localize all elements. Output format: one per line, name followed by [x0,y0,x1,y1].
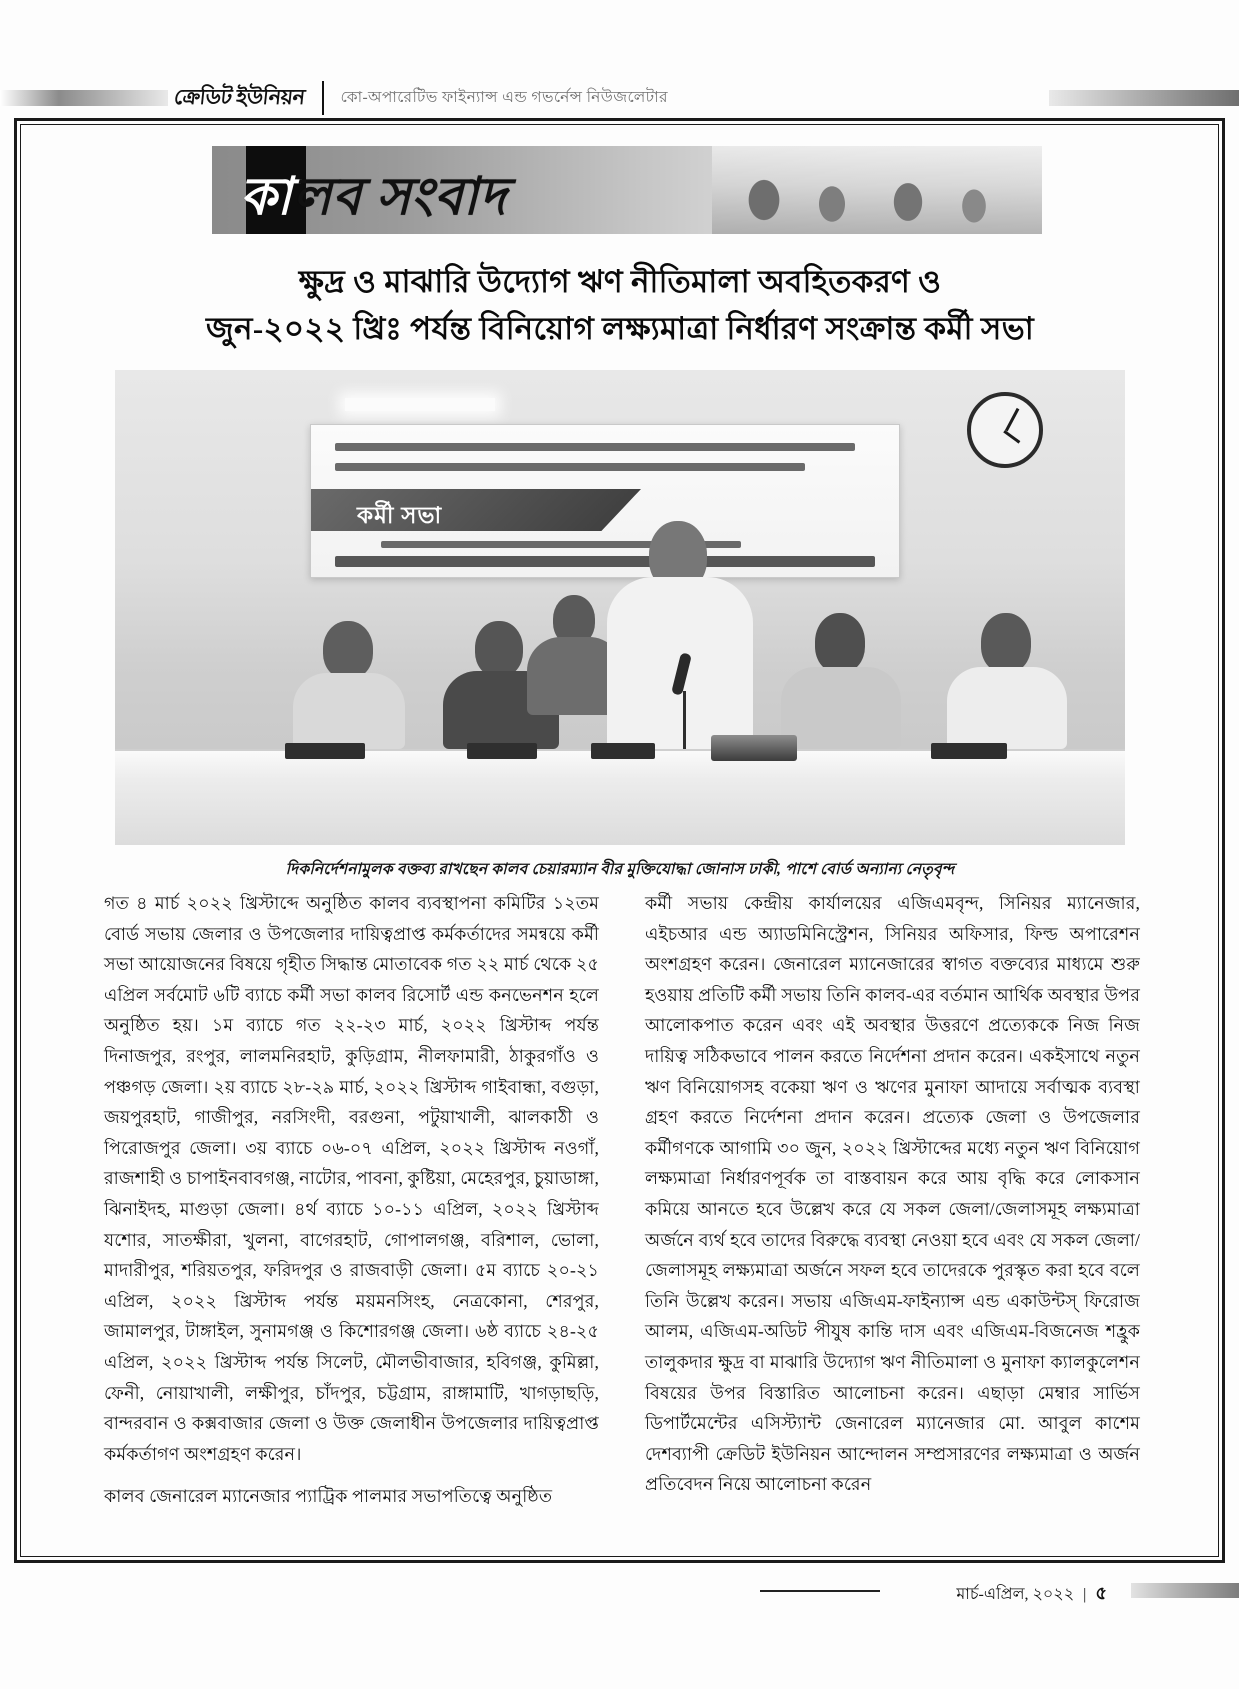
masthead-left-bar [0,90,168,106]
microphone-cord [683,691,686,749]
page-footer [0,1579,1239,1603]
masthead-subtitle: কো-অপারেটিভ ফাইন্যান্স এন্ড গভর্নেন্স নিউজলেটার [340,89,668,106]
device-2 [467,743,537,759]
footer-accent-bar [1131,1583,1239,1598]
banner-photo-background [712,146,1042,234]
section-banner [212,146,1042,234]
footer-rule [760,1590,880,1592]
headline-line-1: ক্ষুদ্র ও মাঝারি উদ্যোগ ঋণ নীতিমালা অবহিতকরণ ও [298,264,942,299]
participant-5-body [947,667,1067,749]
footer-page-number: ৫ [1095,1583,1107,1603]
backdrop-text-line-1 [335,443,855,451]
device-1 [285,743,365,759]
backdrop-org-line [335,556,875,567]
article-photo [115,370,1125,845]
body-column-right [645,888,1140,1524]
section-banner-title [240,156,507,234]
backdrop-text-line-2 [335,463,805,471]
section-banner-title-rest: লব সংবাদ [292,169,508,226]
body-column-left [104,888,599,1524]
device-4 [931,743,1007,759]
headline-line-2: জুন-২০২২ খ্রিঃ পর্যন্ত বিনিয়োগ লক্ষ্যমাত্রা নির্ধারণ সংক্রান্ত কর্মী সভা [206,311,1034,346]
participant-2-head [475,621,523,677]
article-headline [90,258,1150,352]
masthead-divider [322,81,324,115]
voice-recorder [711,735,797,761]
footer-issue-date: মার্চ-এপ্রিল, ২০২২ [956,1586,1075,1603]
footer-text [956,1579,1107,1610]
body-paragraph: কর্মী সভায় কেন্দ্রীয় কার্যালয়ের এজিএমবৃন্দ, সিনিয়র ম্যানেজার, এইচআর এন্ড অ্যাডমিনিস্ট্রেশন, সিনিয়র অফিসার, ফিল্ড অপারেশন অংশগ্রহণ করেন। জেনারেল ম্যানেজারের স্বাগত বক্তব্যের মাধ্যমে শুরু হওয়ায় প্রতিটি কর্মী সভায় তিনি কালব-এর বর্তমান আর্থিক অবস্থার উপর আলোকপাত করেন এবং এই অবস্থার উত্তরণে প্রত্যেককে নিজ নিজ দায়িত্ব সঠিকভাবে পালন করতে নির্দেশনা প্রদান করেন। একইসাথে নতুন ঋণ বিনিয়োগসহ বকেয়া ঋণ ও ঋণের মুনাফা আদায়ে সর্বাত্মক ব্যবস্থা গ্রহণ করতে নির্দেশনা প্রদান করেন। প্রত্যেক জেলা ও উপজেলার কর্মীগণকে আগামি ৩০ জুন, ২০২২ খ্রিস্টাব্দের মধ্যে নতুন ঋণ বিনিয়োগ লক্ষ্যমাত্রা নির্ধারণপূর্বক তা বাস্তবায়ন করে আয় বৃদ্ধি করে লোকসান কমিয়ে আনতে হবে উল্লেখ করে যে সকল জেলা/জেলাসমূহ লক্ষ্যমাত্রা অর্জনে ব্যর্থ হবে তাদের বিরুদ্ধে ব্যবস্থা নেওয়া হবে এবং যে সকল জেলা/জেলাসমূহ লক্ষ্যমাত্রা অর্জনে সফল হবে তাদেরকে পুরস্কৃত করা হবে বলে তিনি উল্লেখ করেন। সভায় এজিএম-ফাইন্যান্স এন্ড একাউন্টস্ ফিরোজ আলম, এজিএম-অডিট পীযুষ কান্তি দাস এবং এজিএম-বিজনেজ শহ্রুক তালুকদার ক্ষুদ্র বা মাঝারি উদ্যোগ ঋণ নীতিমালা ও মুনাফা ক্যালকুলেশন বিষয়ের উপর বিস্তারিত আলোচনা করেন। এছাড়া মেম্বার সার্ভিস ডিপার্টমেন্টের এসিস্ট্যান্ট জেনারেল ম্যানেজার মো. আবুল কাশেম দেশব্যাপী ক্রেডিট ইউনিয়ন আন্দোলন সম্প্রসারণের লক্ষ্যমাত্রা ও অর্জন প্রতিবেদন নিয়ে আলোচনা করেন [645,893,1140,1495]
masthead-logo: ক্রেডিট ইউনিয়ন [172,84,306,109]
photo-ceiling-light [345,398,495,411]
masthead-right-bar [1049,90,1239,106]
body-paragraph: গত ৪ মার্চ ২০২২ খ্রিস্টাব্দে অনুষ্ঠিত কালব ব্যবস্থাপনা কমিটির ১২তম বোর্ড সভায় জেলার ও উপজেলার দায়িত্বপ্রাপ্ত কর্মকর্তাদের সমন্বয়ে কর্মী সভা আয়োজনের বিষয়ে গৃহীত সিদ্ধান্ত মোতাবেক গত ২২ মার্চ থেকে ২৫ এপ্রিল সর্বমোট ৬টি ব্যাচে কর্মী সভা কালব রিসোর্ট এন্ড কনভেনশন হলে অনুষ্ঠিত হয়। ১ম ব্যাচে গত ২২-২৩ মার্চ, ২০২২ খ্রিস্টাব্দ পর্যন্ত দিনাজপুর, রংপুর, লালমনিরহাট, কুড়িগ্রাম, নীলফামারী, ঠাকুরগাঁও ও পঞ্চগড় জেলা। ২য় ব্যাচে ২৮-২৯ মার্চ, ২০২২ খ্রিস্টাব্দ গাইবান্ধা, বগুড়া, জয়পুরহাট, গাজীপুর, নরসিংদী, বরগুনা, পটুয়াখালী, ঝালকাঠী ও পিরোজপুর জেলা। ৩য় ব্যাচে ০৬-০৭ এপ্রিল, ২০২২ খ্রিস্টাব্দ নওগাঁ, রাজশাহী ও চাপাইনবাবগঞ্জ, নাটোর, পাবনা, কুষ্টিয়া, মেহেরপুর, চুয়াডাঙ্গা, ঝিনাইদহ, মাগুড়া জেলা। ৪র্থ ব্যাচে ১০-১১ এপ্রিল, ২০২২ খ্রিস্টাব্দ যশোর, সাতক্ষীরা, খুলনা, বাগেরহাট, গোপালগঞ্জ, বরিশাল, ভোলা, মাদারীপুর, শরিয়তপুর, ফরিদপুর ও রাজবাড়ী জেলা। ৫ম ব্যাচে ২০-২১ এপ্রিল, ২০২২ খ্রিস্টাব্দ পর্যন্ত ময়মনসিংহ, নেত্রকোনা, শেরপুর, জামালপুর, টাঙ্গাইল, সুনামগঞ্জ ও কিশোরগঞ্জ জেলা। ৬ষ্ঠ ব্যাচে ২৪-২৫ এপ্রিল, ২০২২ খ্রিস্টাব্দ পর্যন্ত সিলেট, মৌলভীবাজার, হবিগঞ্জ, কুমিল্লা, ফেনী, নোয়াখালী, লক্ষীপুর, চাঁদপুর, চট্টগ্রাম, রাঙ্গামাটি, খাগড়াছড়ি, বান্দরবান ও কক্সবাজার জেলা ও উক্ত জেলাধীন উপজেলার দায়িত্বপ্রাপ্ত কর্মকর্তাগণ অংশগ্রহণ করেন। [104,893,599,1464]
conference-table [115,749,1125,845]
participant-1-body [293,673,405,749]
wall-clock-icon [967,392,1043,468]
backdrop-heading-text: কর্মী সভা [357,503,443,528]
participant-4-body [781,667,901,749]
body-paragraph: কালব জেনারেল ম্যানেজার প্যাট্রিক পালমার সভাপতিত্বে অনুষ্ঠিত [104,1486,553,1507]
photo-caption: দিকনির্দেশনামুলক বক্তব্য রাখছেন কালব চেয়ারম্যান বীর মুক্তিযোদ্ধা জোনাস ঢাকী, পাশে বোর্ড অন্যান্য নেতৃবৃন্দ [285,861,955,878]
participant-4-head [815,613,865,673]
masthead [0,78,1239,118]
participant-5-head [981,613,1031,673]
event-backdrop-banner [310,424,900,578]
article-body [104,888,1140,1524]
footer-separator: | [1083,1586,1087,1603]
device-3 [591,743,655,759]
participant-1-head [323,621,373,679]
section-banner-title-knockout: কা [240,169,293,226]
